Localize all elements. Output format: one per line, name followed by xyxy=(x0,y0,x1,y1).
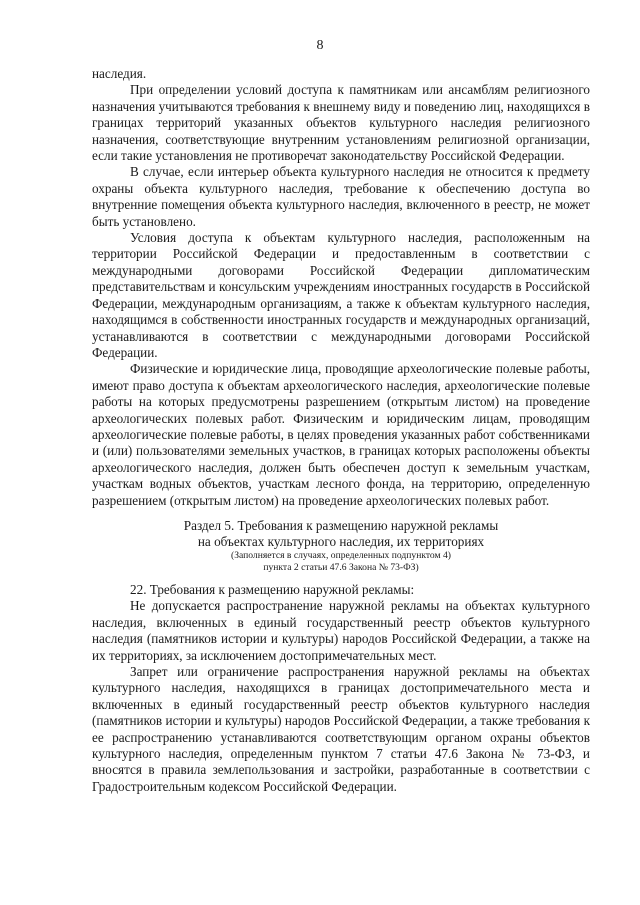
section-note-line: (Заполняется в случаях, определенных подпунктом 4) xyxy=(231,549,451,561)
section-heading xyxy=(92,518,590,574)
paragraph: 22. Требования к размещению наружной рекламы: xyxy=(130,581,415,597)
section-title-line: Раздел 5. Требования к размещению наружной рекламы xyxy=(183,517,499,533)
paragraph: Не допускается распространение наружной рекламы на объектах культурного наследия, включенных в единый государственный реестр объектов культурного наследия (памятников истории и культуры) народов Российской Федерации, а также на их территориях, за исключением достопримечательных мест. xyxy=(92,598,590,663)
paragraph: Условия доступа к объектам культурного наследия, расположенным на территории Российской Федерации и предоставленным в соответствии с международными договорами Российской Федерации дипломатическим представительствам и консульским учреждениям иностранных государств в Российской Федерации, международным организациям, а также к объектам культурного наследия, находящимся в собственности иностранных государств и международных организаций, устанавливаются в соответствии с международными договорами Российской Федерации. xyxy=(92,230,590,360)
spacer xyxy=(92,574,590,582)
paragraph: При определении условий доступа к памятникам или ансамблям религиозного назначения учитываются требования к внешнему виду и поведению лиц, находящихся в границах территорий указанных объектов культурного наследия религиозного назначения, соответствующие внутренним установлениям религиозной организации, если такие установления не противоречат законодательству Российской Федерации. xyxy=(92,82,590,164)
paragraph: В случае, если интерьер объекта культурного наследия не относится к предмету охраны объекта культурного наследия, требование к обеспечению доступа во внутренние помещения объекта культурного наследия, включенного в реестр, не может быть установлено. xyxy=(92,164,590,229)
paragraph: Запрет или ограничение распространения наружной рекламы на объектах культурного наследия, находящихся в границах достопримечательного места и включенных в единый государственный реестр объектов культурного наследия (памятников истории и культуры) народов Российской Федерации, а также требования к ее распространению устанавливаются соответствующим органом охраны объектов культурного наследия, определенным пунктом 7 статьи 47.6 Закона № 73-ФЗ, и вносятся в правила землепользования и застройки, разработанные в соответствии с Градостроительным кодексом Российской Федерации. xyxy=(92,664,590,794)
page-number: 8 xyxy=(316,38,324,53)
section-note-line: пункта 2 статьи 47.6 Закона № 73-ФЗ) xyxy=(263,561,419,573)
paragraph: Физические и юридические лица, проводящие археологические полевые работы, имеют право доступа к объектам археологического наследия, археологические полевые работы на которых предусмотрены разрешением (открытым листом) на проведение археологических полевых работ. Физическим и юридическим лицам, проводящим археологические полевые работы, в целях проведения указанных работ собственниками и (или) пользователями земельных участков, в границах которых расположены объекты археологического наследия, должен быть обеспечен доступ к земельным участкам, участкам водных объектов, участкам лесного фонда, на территорию, определенную разрешением (открытым листом) на проведение археологических полевых работ. xyxy=(92,361,590,508)
section-title-line: на объектах культурного наследия, их территориях xyxy=(197,533,485,549)
document-body xyxy=(92,66,590,795)
paragraph: наследия. xyxy=(92,66,147,81)
